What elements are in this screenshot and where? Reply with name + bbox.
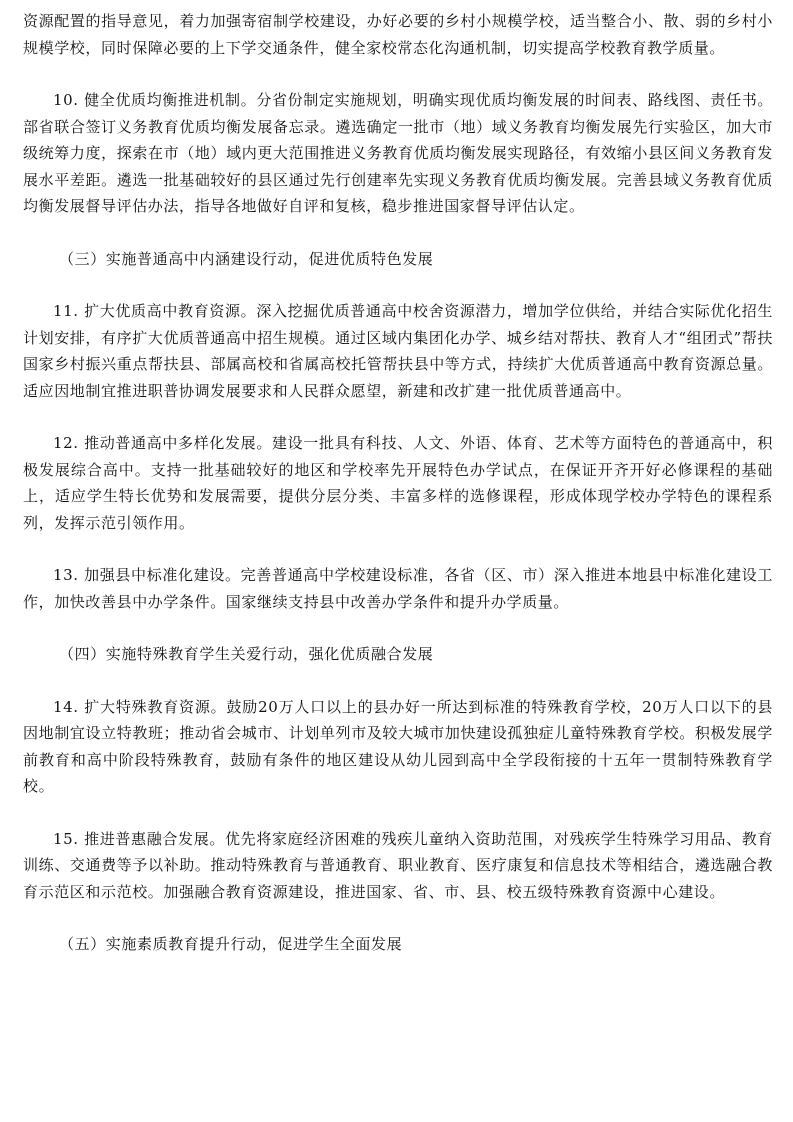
paragraph-15: 15. 推进普惠融合发展。优先将家庭经济困难的残疾儿童纳入资助范围，对残疾学生特殊学习用品、教育训练、交通费等予以补助。推动特殊教育与普通教育、职业教育、医疗康复和信息技术等相结合，遴选融合教育示范区和示范校。加强融合教育资源建设，推进国家、省、市、县、校五级特殊教育资源中心建设。 (23, 829, 773, 901)
paragraph-rural-schools: 资源配置的指导意见，着力加强寄宿制学校建设，办好必要的乡村小规模学校，适当整合小、散、弱的乡村小规模学校，同时保障必要的上下学交通条件，健全家校常态化沟通机制，切实提高学校教育教学质量。 (23, 12, 773, 57)
document-page (23, 8, 773, 958)
paragraph-13: 13. 加强县中标准化建设。完善普通高中学校建设标准，各省（区、市）深入推进本地县中标准化建设工作，加快改善县中办学条件。国家继续支持县中改善办学条件和提升办学质量。 (23, 566, 773, 611)
paragraph-12: 12. 推动普通高中多样化发展。建设一批具有科技、人文、外语、体育、艺术等方面特色的普通高中，积极发展综合高中。支持一批基础较好的地区和学校率先开展特色办学试点，在保证开齐开好必修课程的基础上，适应学生特长优势和发展需要，提供分层分类、丰富多样的选修课程，形成体现学校办学特色的课程系列，发挥示范引领作用。 (23, 434, 773, 532)
paragraph-11: 11. 扩大优质高中教育资源。深入挖掘优质普通高中校舍资源潜力，增加学位供给，并结合实际优化招生计划安排，有序扩大优质普通高中招生规模。通过区域内集团化办学、城乡结对帮扶、教育人才“组团式”帮扶国家乡村振兴重点帮扶县、部属高校和省属高校托管帮扶县中等方式，持续扩大优质普通高中教育资源总量。适应因地制宜推进职普协调发展要求和人民群众愿望，新建和改扩建一批优质普通高中。 (23, 302, 773, 400)
section-heading-5: （五）实施素质教育提升行动，促进学生全面发展 (59, 935, 403, 953)
section-heading-3: （三）实施普通高中内涵建设行动，促进优质特色发展 (59, 249, 434, 268)
section-heading-4: （四）实施特殊教育学生关爱行动，强化优质融合发展 (59, 645, 434, 663)
paragraph-10: 10. 健全优质均衡推进机制。分省份制定实施规划，明确实现优质均衡发展的时间表、路线图、责任书。部省联合签订义务教育优质均衡发展备忘录。遴选确定一批市（地）域义务教育均衡发展先行实验区，加大市级统筹力度，探索在市（地）域内更大范围推进义务教育优质均衡发展实现路径，有效缩小县区间义务教育发展水平差距。遴选一批基础较好的县区通过先行创建率先实现义务教育优质均衡发展。完善县域义务教育优质均衡发展督导评估办法，指导各地做好自评和复核，稳步推进国家督导评估认定。 (23, 91, 773, 215)
paragraph-14: 14. 扩大特殊教育资源。鼓励20万人口以上的县办好一所达到标准的特殊教育学校，20万人口以下的县因地制宜设立特教班；推动省会城市、计划单列市及较大城市加快建设孤独症儿童特殊教育学校。积极发展学前教育和高中阶段特殊教育，鼓励有条件的地区建设从幼儿园到高中全学段衔接的十五年一贯制特殊教育学校。 (23, 697, 773, 795)
